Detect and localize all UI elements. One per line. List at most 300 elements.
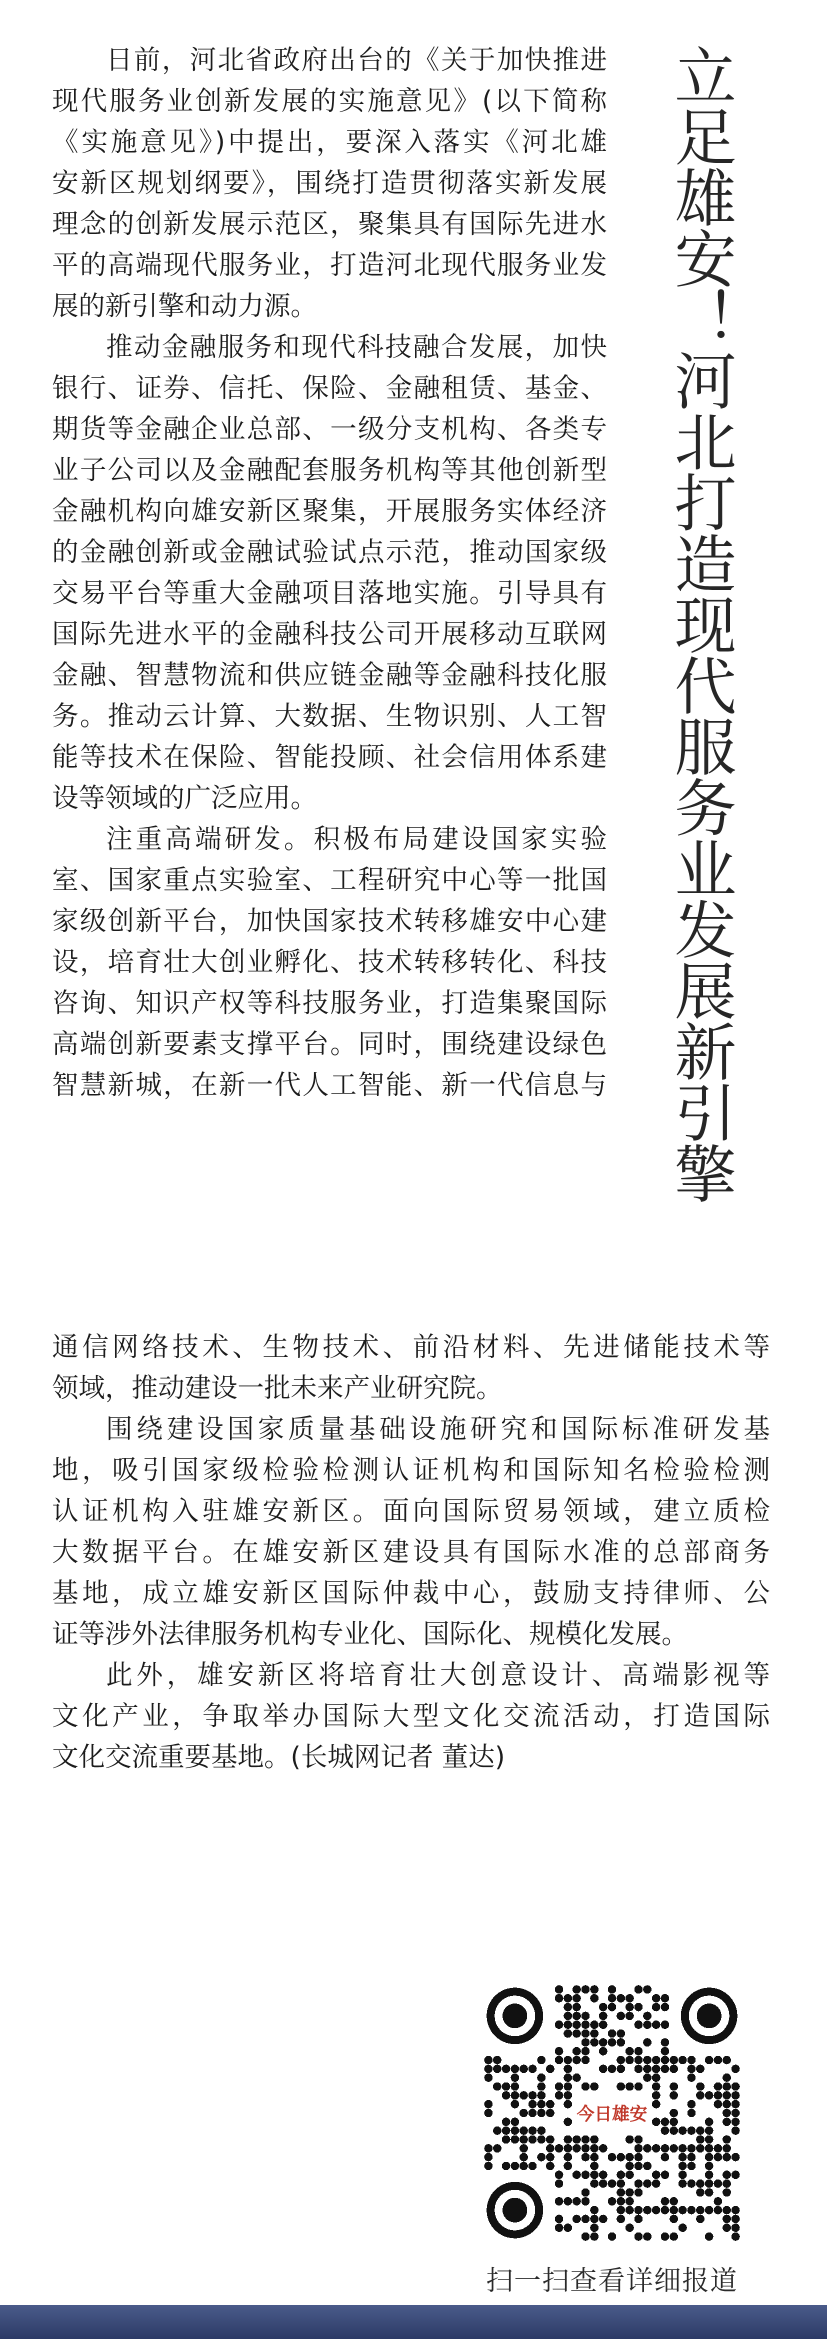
qr-module <box>661 2126 669 2134</box>
qr-module <box>572 2197 580 2205</box>
qr-module <box>502 2118 510 2126</box>
qr-module <box>731 2153 739 2161</box>
qr-module <box>608 1985 616 1993</box>
qr-module <box>528 2109 536 2117</box>
qr-module <box>634 2188 642 2196</box>
qr-module <box>599 2171 607 2179</box>
qr-module <box>519 2126 527 2134</box>
qr-module <box>564 2091 572 2099</box>
qr-module <box>696 2206 704 2214</box>
qr-module <box>687 2126 695 2134</box>
text-line: 咨询、知识产权等科技服务业，打造集聚国际 <box>52 988 607 1019</box>
qr-module <box>590 2144 598 2152</box>
qr-module <box>519 2109 527 2117</box>
qr-module <box>714 2082 722 2090</box>
qr-module <box>581 2012 589 2020</box>
qr-module <box>555 2047 563 2055</box>
qr-module <box>555 2056 563 2064</box>
text-line: 文化产业，争取举办国际大型文化交流活动，打造国际 <box>52 1701 770 1732</box>
qr-module <box>705 2091 713 2099</box>
text-line: 期货等金融企业总部、一级分支机构、各类专 <box>52 414 607 445</box>
qr-module <box>652 2206 660 2214</box>
text-line: 现代服务业创新发展的实施意见》(以下简称 <box>52 86 607 117</box>
qr-module <box>555 2215 563 2223</box>
qr-module <box>590 1994 598 2002</box>
qr-module <box>643 2038 651 2046</box>
qr-module <box>546 2162 554 2170</box>
qr-module <box>511 2135 519 2143</box>
qr-module <box>564 2224 572 2232</box>
qr-module <box>723 2215 731 2223</box>
qr-module <box>678 2179 686 2187</box>
qr-module <box>705 2135 713 2143</box>
qr-module <box>581 2047 589 2055</box>
qr-module <box>564 2144 572 2152</box>
qr-module <box>617 2188 625 2196</box>
text-line: 文化交流重要基地。(长城网记者 董达) <box>52 1742 506 1773</box>
qr-module <box>564 2020 572 2028</box>
qr-module <box>617 1994 625 2002</box>
qr-module <box>608 2179 616 2187</box>
qr-module <box>599 2003 607 2011</box>
qr-module <box>661 1994 669 2002</box>
qr-module <box>723 2224 731 2232</box>
qr-module <box>572 2047 580 2055</box>
qr-module <box>590 2020 598 2028</box>
text-line: 务。推动云计算、大数据、生物识别、人工智 <box>52 701 607 732</box>
qr-module <box>705 2162 713 2170</box>
qr-module <box>528 2162 536 2170</box>
qr-module <box>617 2171 625 2179</box>
qr-module <box>484 2153 492 2161</box>
paragraph-standards <box>52 1409 770 1655</box>
qr-module <box>678 2171 686 2179</box>
qr-module <box>564 2029 572 2037</box>
text-line: 理念的创新发展示范区，聚集具有国际先进水 <box>52 209 607 240</box>
qr-module <box>493 2065 501 2073</box>
qr-module <box>705 2126 713 2134</box>
qr-module <box>634 2153 642 2161</box>
qr-module <box>661 2171 669 2179</box>
qr-module <box>608 2153 616 2161</box>
qr-module <box>696 2065 704 2073</box>
qr-module <box>687 2100 695 2108</box>
qr-module <box>608 2038 616 2046</box>
qr-module <box>564 2012 572 2020</box>
qr-module <box>511 2073 519 2081</box>
qr-module <box>634 2206 642 2214</box>
qr-module <box>572 1985 580 1993</box>
qr-module <box>484 2109 492 2117</box>
qr-module <box>581 1985 589 1993</box>
qr-module <box>546 2100 554 2108</box>
qr-module <box>705 2206 713 2214</box>
qr-module <box>599 2038 607 2046</box>
qr-module <box>617 2215 625 2223</box>
qr-module <box>502 2126 510 2134</box>
qr-module <box>625 2188 633 2196</box>
qr-module <box>687 2206 695 2214</box>
qr-module <box>608 2003 616 2011</box>
qr-module <box>590 2135 598 2143</box>
qr-module <box>731 2126 739 2134</box>
qr-module <box>634 2003 642 2011</box>
qr-code[interactable] <box>484 1985 740 2241</box>
qr-module <box>546 2065 554 2073</box>
qr-module <box>608 2029 616 2037</box>
qr-module <box>590 2179 598 2187</box>
qr-module <box>723 2171 731 2179</box>
qr-module <box>555 1985 563 1993</box>
text-line: 金融、智慧物流和供应链金融等金融科技化服 <box>52 660 607 691</box>
qr-module <box>625 1994 633 2002</box>
qr-module <box>581 2197 589 2205</box>
qr-module <box>564 2065 572 2073</box>
qr-module <box>546 2153 554 2161</box>
qr-module <box>590 1985 598 1993</box>
text-line: 银行、证券、信托、保险、金融租赁、基金、 <box>52 373 607 404</box>
qr-module <box>731 2206 739 2214</box>
qr-module <box>617 2153 625 2161</box>
qr-module <box>493 2082 501 2090</box>
qr-module <box>581 2232 589 2240</box>
text-line: 国际先进水平的金融科技公司开展移动互联网 <box>52 619 607 650</box>
qr-module <box>581 2135 589 2143</box>
qr-module <box>617 2206 625 2214</box>
qr-module <box>678 2144 686 2152</box>
qr-module <box>617 2197 625 2205</box>
qr-module <box>555 2082 563 2090</box>
qr-module <box>687 2065 695 2073</box>
qr-module <box>537 2135 545 2143</box>
qr-module <box>723 2100 731 2108</box>
qr-module <box>537 2126 545 2134</box>
qr-module <box>705 2171 713 2179</box>
qr-module <box>731 2171 739 2179</box>
qr-module <box>678 2056 686 2064</box>
qr-module <box>634 2020 642 2028</box>
qr-module <box>634 2082 642 2090</box>
qr-module <box>519 2091 527 2099</box>
qr-finder-bottom-left <box>487 2182 543 2238</box>
qr-module <box>670 2056 678 2064</box>
qr-module <box>723 2056 731 2064</box>
qr-module <box>696 2126 704 2134</box>
qr-module <box>723 2091 731 2099</box>
qr-module <box>519 2135 527 2143</box>
qr-module <box>572 2144 580 2152</box>
qr-module <box>687 2179 695 2187</box>
qr-module <box>634 2144 642 2152</box>
text-line: 展的新引擎和动力源。 <box>52 291 317 322</box>
qr-module <box>670 2082 678 2090</box>
qr-module <box>581 2171 589 2179</box>
qr-module <box>519 2162 527 2170</box>
qr-module <box>687 2153 695 2161</box>
qr-module <box>572 2012 580 2020</box>
qr-module <box>519 2144 527 2152</box>
qr-module <box>555 2179 563 2187</box>
qr-module <box>678 2126 686 2134</box>
qr-module <box>625 2197 633 2205</box>
paragraph-research <box>52 819 607 1106</box>
qr-finder-top-left <box>487 1988 543 2044</box>
qr-module <box>678 2224 686 2232</box>
qr-module <box>572 2073 580 2081</box>
text-line: 安新区规划纲要》，围绕打造贯彻落实新发展 <box>52 168 607 199</box>
qr-module <box>643 2065 651 2073</box>
qr-module <box>608 2197 616 2205</box>
qr-module <box>484 2162 492 2170</box>
qr-module <box>723 2179 731 2187</box>
qr-module <box>652 2179 660 2187</box>
qr-module <box>670 2109 678 2117</box>
qr-module <box>634 2056 642 2064</box>
qr-module <box>678 2162 686 2170</box>
qr-module <box>546 2135 554 2143</box>
qr-module <box>608 1994 616 2002</box>
qr-module <box>572 1994 580 2002</box>
qr-module <box>723 2144 731 2152</box>
qr-module <box>731 2109 739 2117</box>
qr-module <box>484 2144 492 2152</box>
qr-module <box>537 2100 545 2108</box>
qr-module <box>493 2056 501 2064</box>
qr-module <box>661 2047 669 2055</box>
qr-module <box>617 2082 625 2090</box>
qr-module <box>484 2056 492 2064</box>
qr-module <box>537 2082 545 2090</box>
qr-module <box>670 2126 678 2134</box>
qr-module <box>564 2056 572 2064</box>
text-line: 注重高端研发。积极布局建设国家实验 <box>106 824 607 855</box>
qr-module <box>528 2135 536 2143</box>
qr-module <box>723 2073 731 2081</box>
qr-module <box>590 2038 598 2046</box>
text-line: 通信网络技术、生物技术、前沿材料、先进储能技术等 <box>52 1332 770 1363</box>
text-line: 此外，雄安新区将培育壮大创意设计、高端影视等 <box>106 1660 770 1691</box>
qr-module <box>634 2162 642 2170</box>
qr-module <box>625 2153 633 2161</box>
qr-module <box>670 2206 678 2214</box>
qr-module <box>572 2171 580 2179</box>
qr-module <box>625 2056 633 2064</box>
text-line: 基地，成立雄安新区国际仲裁中心，鼓励支持律师、公 <box>52 1578 770 1609</box>
qr-module <box>564 2197 572 2205</box>
qr-module <box>608 2065 616 2073</box>
qr-module <box>634 2232 642 2240</box>
paragraph-research-cont <box>52 1327 770 1409</box>
qr-module <box>572 2029 580 2037</box>
qr-module <box>643 2020 651 2028</box>
qr-module <box>511 2162 519 2170</box>
qr-module <box>599 2047 607 2055</box>
qr-module <box>731 2118 739 2126</box>
qr-module <box>652 2065 660 2073</box>
text-line: 交易平台等重大金融项目落地实施。引导具有 <box>52 578 607 609</box>
qr-module <box>661 2118 669 2126</box>
qr-module <box>617 2056 625 2064</box>
text-line: 的金融创新或金融试验试点示范，推动国家级 <box>52 537 607 568</box>
qr-module <box>652 2144 660 2152</box>
qr-module <box>696 2188 704 2196</box>
qr-module <box>555 2171 563 2179</box>
qr-module <box>625 2003 633 2011</box>
qr-module <box>652 2091 660 2099</box>
paragraph-finance <box>52 327 607 819</box>
qr-module <box>731 2100 739 2108</box>
qr-module <box>537 2091 545 2099</box>
qr-module <box>511 2091 519 2099</box>
qr-module <box>502 2091 510 2099</box>
qr-module <box>625 2082 633 2090</box>
qr-module <box>678 2153 686 2161</box>
qr-module <box>564 2162 572 2170</box>
qr-module <box>537 2153 545 2161</box>
article-body-narrow <box>52 40 607 1106</box>
qr-module <box>696 2144 704 2152</box>
qr-finder-top-right <box>681 1988 737 2044</box>
qr-module <box>661 2144 669 2152</box>
qr-module <box>564 2082 572 2090</box>
qr-module <box>528 2091 536 2099</box>
qr-module <box>705 2232 713 2240</box>
qr-module <box>511 2118 519 2126</box>
qr-module <box>511 2065 519 2073</box>
qr-module <box>493 2144 501 2152</box>
text-line: 地，吸引国家级检验检测认证机构和国际知名检验检测 <box>52 1455 770 1486</box>
qr-module <box>661 2038 669 2046</box>
text-line: 家级创新平台，加快国家技术转移雄安中心建 <box>52 906 607 937</box>
qr-module <box>687 2162 695 2170</box>
qr-module <box>625 2135 633 2143</box>
qr-module <box>581 2215 589 2223</box>
qr-module <box>555 2224 563 2232</box>
qr-module <box>634 2215 642 2223</box>
qr-module <box>581 2144 589 2152</box>
qr-module <box>731 2224 739 2232</box>
qr-module <box>564 2073 572 2081</box>
qr-module <box>502 2065 510 2073</box>
qr-module <box>714 2179 722 2187</box>
bottom-color-band <box>0 2305 827 2339</box>
qr-module <box>705 2153 713 2161</box>
qr-module <box>634 2179 642 2187</box>
text-line: 高端创新要素支撑平台。同时，围绕建设绿色 <box>52 1029 607 1060</box>
qr-module <box>670 2118 678 2126</box>
qr-module <box>564 2153 572 2161</box>
qr-module <box>723 2109 731 2117</box>
paragraph-culture <box>52 1655 770 1778</box>
qr-module <box>652 1994 660 2002</box>
qr-module <box>643 2073 651 2081</box>
qr-module <box>581 2029 589 2037</box>
qr-module <box>634 1985 642 1993</box>
qr-module <box>572 2215 580 2223</box>
qr-module <box>705 2144 713 2152</box>
qr-module <box>714 2206 722 2214</box>
qr-module <box>731 2091 739 2099</box>
qr-module <box>617 2179 625 2187</box>
qr-module <box>696 2215 704 2223</box>
qr-module <box>572 2003 580 2011</box>
text-line: 室、国家重点实验室、工程研究中心等一批国 <box>52 865 607 896</box>
qr-module <box>731 2215 739 2223</box>
qr-module <box>564 2003 572 2011</box>
qr-module <box>696 2179 704 2187</box>
qr-module <box>652 2073 660 2081</box>
qr-module <box>511 2126 519 2134</box>
qr-module <box>705 2179 713 2187</box>
qr-module <box>599 2179 607 2187</box>
qr-caption: 扫一扫查看详细报道 <box>486 2266 738 2297</box>
text-line: 推动金融服务和现代科技融合发展，加快 <box>106 332 607 363</box>
qr-module <box>661 2153 669 2161</box>
qr-module <box>731 2232 739 2240</box>
qr-module <box>537 2109 545 2117</box>
qr-module <box>731 2065 739 2073</box>
qr-module <box>590 2029 598 2037</box>
qr-module <box>572 2135 580 2143</box>
qr-module <box>564 2100 572 2108</box>
qr-module <box>484 2100 492 2108</box>
paragraph-intro <box>52 40 607 327</box>
qr-module <box>546 2144 554 2152</box>
qr-module <box>590 2153 598 2161</box>
qr-module <box>723 2153 731 2161</box>
qr-module <box>634 2047 642 2055</box>
qr-module <box>581 2020 589 2028</box>
qr-module <box>590 2171 598 2179</box>
qr-module <box>519 2153 527 2161</box>
qr-module <box>608 2232 616 2240</box>
qr-module <box>661 2003 669 2011</box>
qr-module <box>528 2126 536 2134</box>
qr-module <box>599 2215 607 2223</box>
qr-module <box>625 2162 633 2170</box>
qr-module <box>670 2215 678 2223</box>
text-line: 平的高端现代服务业，打造河北现代服务业发 <box>52 250 607 281</box>
qr-module <box>537 2056 545 2064</box>
qr-module <box>519 2065 527 2073</box>
qr-module <box>625 2047 633 2055</box>
qr-module <box>502 2082 510 2090</box>
qr-module <box>705 2188 713 2196</box>
qr-module <box>581 2038 589 2046</box>
text-line: 《实施意见》)中提出，要深入落实《河北雄 <box>52 127 607 158</box>
qr-module <box>625 2171 633 2179</box>
qr-module <box>590 2215 598 2223</box>
qr-module <box>581 2056 589 2064</box>
qr-module <box>678 2206 686 2214</box>
qr-module <box>572 2056 580 2064</box>
qr-module <box>528 2100 536 2108</box>
qr-module <box>537 2073 545 2081</box>
qr-module <box>687 2073 695 2081</box>
qr-module <box>590 2162 598 2170</box>
qr-module <box>661 2206 669 2214</box>
qr-module <box>723 2082 731 2090</box>
text-line: 能等技术在保险、智能投顾、社会信用体系建 <box>52 742 607 773</box>
qr-module <box>643 2056 651 2064</box>
qr-module <box>687 2144 695 2152</box>
qr-module <box>643 2179 651 2187</box>
qr-module <box>493 2126 501 2134</box>
qr-module <box>599 2012 607 2020</box>
qr-module <box>643 2206 651 2214</box>
qr-module <box>670 2144 678 2152</box>
qr-module <box>670 2091 678 2099</box>
